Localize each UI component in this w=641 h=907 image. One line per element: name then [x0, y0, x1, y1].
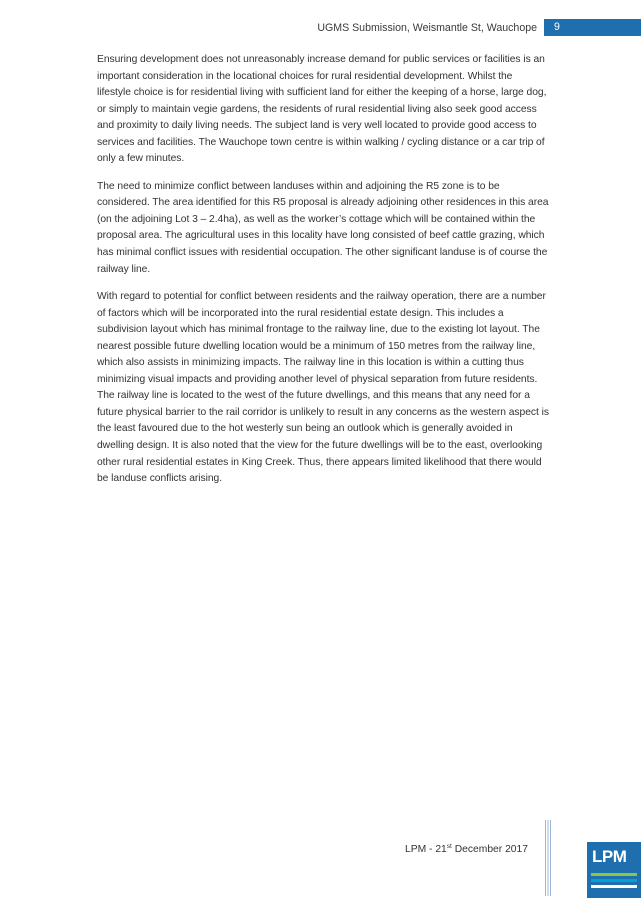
footer-date — [405, 843, 528, 855]
date-ordinal-suffix: st — [446, 843, 452, 850]
body-content — [97, 52, 549, 499]
footer-author: LPM - 21 — [405, 844, 447, 855]
page-header — [317, 19, 641, 36]
document-title: UGMS Submission, Weismantle St, Wauchope — [317, 21, 537, 34]
logo-bar-white — [591, 885, 637, 888]
page-number: 9 — [544, 19, 641, 36]
paragraph: Ensuring development does not unreasonably increase demand for public services or facilities is an important consideration in the locational choices for rural residential development. Whilst the lifestyle choice is for residential living with sufficient land for either the keeping of a horse, large dog, or simply to maintain vegie gardens, the residents of rural residential living also seek good access and proximity to daily living needs. The subject land is very well located to provide good access to services and facilities. The Wauchope town centre is within walking / cycling distance or a car trip of only a few minutes. — [97, 54, 547, 165]
paragraph: The need to minimize conflict between landuses within and adjoining the R5 zone is to be considered. The area identified for this R5 proposal is already adjoining other residences in this area (on the adjoining Lot 3 – 2.4ha), as well as the worker’s cottage which will be contained within the proposal area. The agricultural uses in this locality have long consisted of beef cattle grazing, which has minimal conflict issues with residential occupation. The other significant landuse is of course the railway line. — [97, 180, 549, 275]
paragraph: With regard to potential for conflict between residents and the railway operation, there are a number of factors which will be incorporated into the rural residential estate design. This includes a subdivision layout which has minimal frontage to the railway line, due to the existing lot layout. The nearest possible future dwelling location would be a minimum of 150 metres from the railway line, which also assists in minimizing impacts. The railway line in this location is within a cutting thus minimizing visual impacts and providing another level of physical separation from future residents. The railway line is located to the west of the future dwellings, and this means that any need for a future physical barrier to the rail corridor is unlikely to result in any concerns as the western aspect is the least favoured due to the hot westerly sun being an outlook which is generally avoided in dwelling design. It is also noted that the view for the future dwellings will be to the east, overlooking other rural residential estates in King Creek. Thus, there appears limited likelihood that there would be landuse conflicts arising. — [97, 291, 549, 485]
footer-rule-lines — [545, 820, 552, 896]
logo-text: LPM — [592, 847, 627, 866]
logo-bar-blue — [591, 879, 637, 882]
footer-date-rest: December 2017 — [451, 844, 528, 855]
lpm-logo — [587, 842, 641, 898]
logo-bar-green — [591, 873, 637, 876]
